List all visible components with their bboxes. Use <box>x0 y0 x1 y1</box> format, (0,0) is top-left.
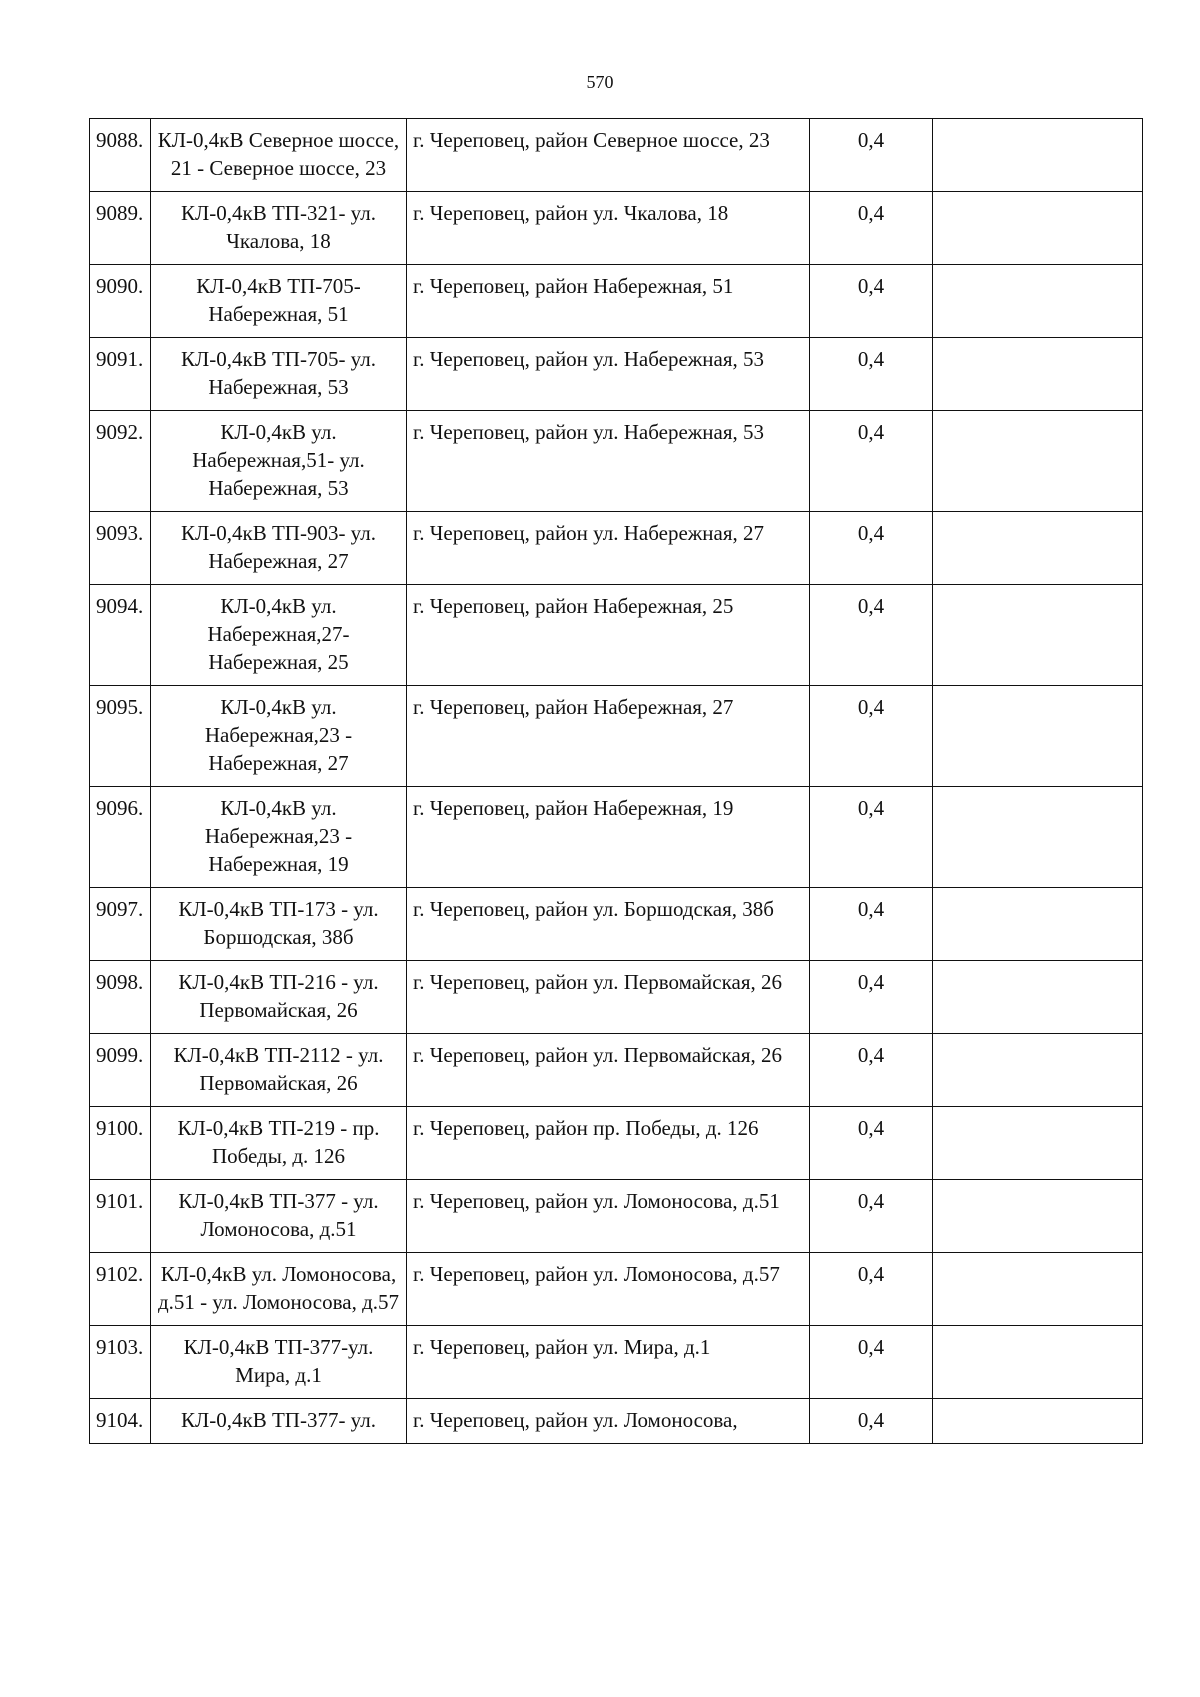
table-row <box>90 1107 1143 1180</box>
voltage-cell: 0,4 <box>810 1326 933 1399</box>
row-number-cell: 9089. <box>90 192 151 265</box>
table-row <box>90 338 1143 411</box>
row-number-cell: 9100. <box>90 1107 151 1180</box>
empty-cell <box>933 686 1143 787</box>
line-name-cell: КЛ-0,4кВ ТП-377-ул. Мира, д.1 <box>151 1326 407 1399</box>
address-cell: г. Череповец, район ул. Набережная, 27 <box>407 512 810 585</box>
line-name-cell: КЛ-0,4кВ ТП-321- ул. Чкалова, 18 <box>151 192 407 265</box>
address-cell: г. Череповец, район ул. Боршодская, 38б <box>407 888 810 961</box>
address-cell: г. Череповец, район пр. Победы, д. 126 <box>407 1107 810 1180</box>
voltage-cell: 0,4 <box>810 265 933 338</box>
line-name-cell: КЛ-0,4кВ ТП-216 - ул. Первомайская, 26 <box>151 961 407 1034</box>
line-name-cell: КЛ-0,4кВ ул. Ломоносова, д.51 - ул. Ломоносова, д.57 <box>151 1253 407 1326</box>
table-row <box>90 1180 1143 1253</box>
row-number-cell: 9092. <box>90 411 151 512</box>
address-cell: г. Череповец, район ул. Ломоносова, <box>407 1399 810 1444</box>
table-row <box>90 192 1143 265</box>
voltage-cell: 0,4 <box>810 192 933 265</box>
row-number-cell: 9103. <box>90 1326 151 1399</box>
table-row <box>90 512 1143 585</box>
address-cell: г. Череповец, район ул. Мира, д.1 <box>407 1326 810 1399</box>
row-number-cell: 9099. <box>90 1034 151 1107</box>
line-name-cell: КЛ-0,4кВ ТП-377- ул. <box>151 1399 407 1444</box>
line-name-cell: КЛ-0,4кВ ТП-173 - ул. Боршодская, 38б <box>151 888 407 961</box>
row-number-cell: 9090. <box>90 265 151 338</box>
voltage-cell: 0,4 <box>810 411 933 512</box>
row-number-cell: 9101. <box>90 1180 151 1253</box>
empty-cell <box>933 1326 1143 1399</box>
empty-cell <box>933 1180 1143 1253</box>
row-number-cell: 9088. <box>90 119 151 192</box>
voltage-cell: 0,4 <box>810 585 933 686</box>
address-cell: г. Череповец, район ул. Ломоносова, д.57 <box>407 1253 810 1326</box>
row-number-cell: 9104. <box>90 1399 151 1444</box>
empty-cell <box>933 888 1143 961</box>
empty-cell <box>933 119 1143 192</box>
empty-cell <box>933 585 1143 686</box>
voltage-cell: 0,4 <box>810 1399 933 1444</box>
table-row <box>90 686 1143 787</box>
address-cell: г. Череповец, район ул. Первомайская, 26 <box>407 961 810 1034</box>
table-row <box>90 1326 1143 1399</box>
voltage-cell: 0,4 <box>810 1107 933 1180</box>
address-cell: г. Череповец, район Набережная, 25 <box>407 585 810 686</box>
row-number-cell: 9098. <box>90 961 151 1034</box>
voltage-cell: 0,4 <box>810 1180 933 1253</box>
line-name-cell: КЛ-0,4кВ ТП-219 - пр. Победы, д. 126 <box>151 1107 407 1180</box>
row-number-cell: 9097. <box>90 888 151 961</box>
table-row <box>90 888 1143 961</box>
row-number-cell: 9093. <box>90 512 151 585</box>
line-name-cell: КЛ-0,4кВ ТП-705- ул. Набережная, 53 <box>151 338 407 411</box>
line-name-cell: КЛ-0,4кВ ТП-2112 - ул. Первомайская, 26 <box>151 1034 407 1107</box>
empty-cell <box>933 512 1143 585</box>
voltage-cell: 0,4 <box>810 512 933 585</box>
table-row <box>90 585 1143 686</box>
address-cell: г. Череповец, район ул. Набережная, 53 <box>407 338 810 411</box>
address-cell: г. Череповец, район ул. Набережная, 53 <box>407 411 810 512</box>
voltage-cell: 0,4 <box>810 1034 933 1107</box>
voltage-cell: 0,4 <box>810 1253 933 1326</box>
empty-cell <box>933 192 1143 265</box>
address-cell: г. Череповец, район Набережная, 27 <box>407 686 810 787</box>
address-cell: г. Череповец, район ул. Чкалова, 18 <box>407 192 810 265</box>
voltage-cell: 0,4 <box>810 787 933 888</box>
empty-cell <box>933 1399 1143 1444</box>
page-number: 570 <box>586 72 614 92</box>
table-row <box>90 1253 1143 1326</box>
empty-cell <box>933 1253 1143 1326</box>
line-name-cell: КЛ-0,4кВ ТП-377 - ул. Ломоносова, д.51 <box>151 1180 407 1253</box>
address-cell: г. Череповец, район ул. Первомайская, 26 <box>407 1034 810 1107</box>
address-cell: г. Череповец, район Северное шоссе, 23 <box>407 119 810 192</box>
voltage-cell: 0,4 <box>810 338 933 411</box>
empty-cell <box>933 265 1143 338</box>
line-name-cell: КЛ-0,4кВ ул. Набережная,51- ул. Набережная, 53 <box>151 411 407 512</box>
line-name-cell: КЛ-0,4кВ ТП-903- ул. Набережная, 27 <box>151 512 407 585</box>
table-row <box>90 787 1143 888</box>
table-row <box>90 1399 1143 1444</box>
table-row <box>90 119 1143 192</box>
address-cell: г. Череповец, район ул. Ломоносова, д.51 <box>407 1180 810 1253</box>
voltage-cell: 0,4 <box>810 119 933 192</box>
table-row <box>90 961 1143 1034</box>
address-cell: г. Череповец, район Набережная, 19 <box>407 787 810 888</box>
table-row <box>90 265 1143 338</box>
voltage-cell: 0,4 <box>810 686 933 787</box>
line-name-cell: КЛ-0,4кВ Северное шоссе, 21 - Северное шоссе, 23 <box>151 119 407 192</box>
table-row <box>90 1034 1143 1107</box>
empty-cell <box>933 787 1143 888</box>
address-cell: г. Череповец, район Набережная, 51 <box>407 265 810 338</box>
row-number-cell: 9091. <box>90 338 151 411</box>
row-number-cell: 9096. <box>90 787 151 888</box>
empty-cell <box>933 961 1143 1034</box>
row-number-cell: 9094. <box>90 585 151 686</box>
table-row <box>90 411 1143 512</box>
cable-line-registry-table <box>89 118 1143 1444</box>
voltage-cell: 0,4 <box>810 888 933 961</box>
line-name-cell: КЛ-0,4кВ ул. Набережная,27-Набережная, 25 <box>151 585 407 686</box>
empty-cell <box>933 1034 1143 1107</box>
empty-cell <box>933 411 1143 512</box>
line-name-cell: КЛ-0,4кВ ул. Набережная,23 - Набережная, 19 <box>151 787 407 888</box>
empty-cell <box>933 1107 1143 1180</box>
registry-table-body <box>90 119 1143 1444</box>
line-name-cell: КЛ-0,4кВ ул. Набережная,23 - Набережная, 27 <box>151 686 407 787</box>
row-number-cell: 9102. <box>90 1253 151 1326</box>
empty-cell <box>933 338 1143 411</box>
row-number-cell: 9095. <box>90 686 151 787</box>
voltage-cell: 0,4 <box>810 961 933 1034</box>
line-name-cell: КЛ-0,4кВ ТП-705-Набережная, 51 <box>151 265 407 338</box>
